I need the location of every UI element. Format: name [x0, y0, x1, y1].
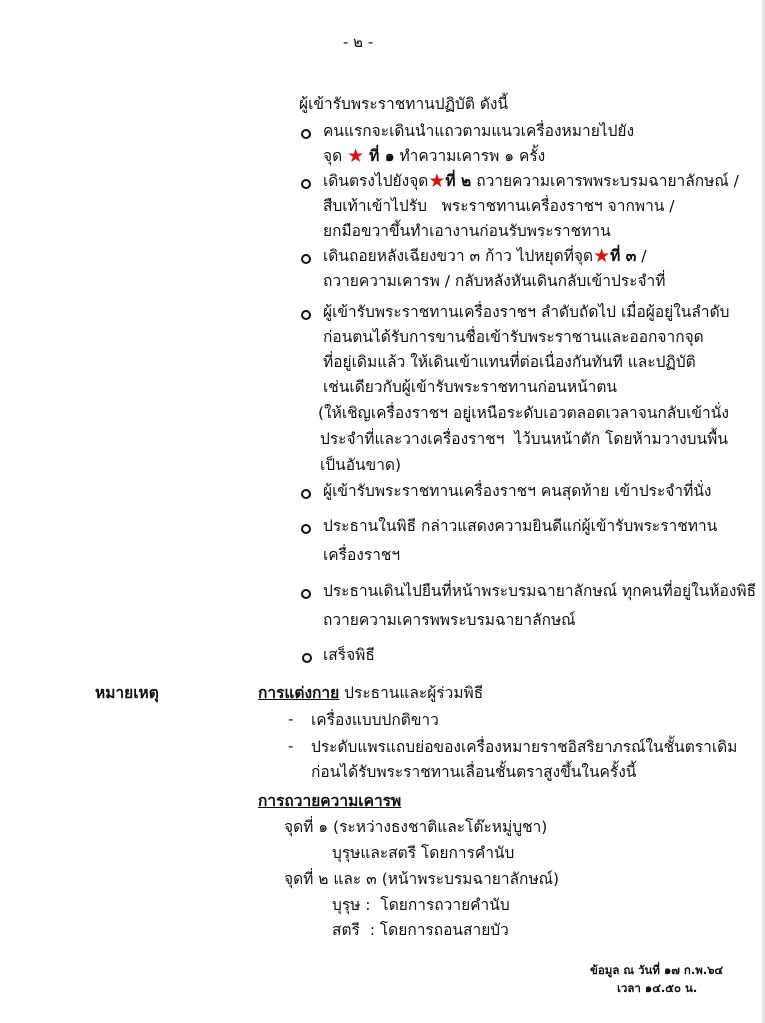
dash-marker: -: [288, 737, 294, 755]
step-2-line-2: สืบเท้าเข้าไปรับ พระราชทานเครื่องราชฯ จากพาน /: [323, 197, 675, 215]
step-4-line-3: ที่อยู่เดิมแล้ว ให้เดินเข้าแทนที่ต่อเนื่องกันทันที และปฏิบัติ: [323, 353, 696, 371]
dress-heading-line: [258, 683, 483, 703]
salute-point-1: จุดที่ ๑ (ระหว่างธงชาติและโต๊ะหมู่บูชา): [284, 818, 548, 836]
step-1-line-2: [323, 146, 545, 166]
dress-item-2: ประดับแพรแถบย่อของเครื่องหมายราชอิสริยาภรณ์ในชั้นตราเดิม: [311, 738, 738, 756]
step-2-text: เดินตรงไปยังจุด: [323, 172, 429, 190]
bullet-icon: [301, 524, 311, 534]
page-number: - ๒ -: [343, 33, 374, 51]
step-8-line-1: เสร็จพิธี: [323, 646, 375, 664]
star-icon: ★: [347, 145, 365, 167]
salute-women: สตรี : โดยการถอนสายบัว: [332, 921, 509, 939]
bullet-icon: [301, 489, 311, 499]
dash-marker: -: [288, 710, 294, 728]
bullet-icon: [301, 589, 311, 599]
step-3-text: เดินถอยหลังเฉียงขวา ๓ ก้าว ไปหยุดที่จุด: [323, 247, 594, 265]
step-6-line-2: เครื่องราชฯ: [323, 546, 401, 564]
step-2-text-post: ถวายความเคารพพระบรมฉายาลักษณ์ /: [476, 172, 739, 190]
step-2-line-3: ยกมือขวาขึ้นทำเอางานก่อนรับพระราชทาน: [323, 222, 611, 240]
dress-heading-rest: ประธานและผู้ร่วมพิธี: [344, 684, 484, 702]
dress-heading: การแต่งกาย: [258, 684, 340, 702]
remarks-label: หมายเหตุ: [95, 684, 159, 702]
step-3-point: ที่ ๓: [610, 247, 637, 265]
dress-item-1: เครื่องแบบปกติขาว: [311, 711, 439, 729]
footer-data-date: ข้อมูล ณ วันที่ ๑๗ ก.พ.๖๔: [590, 963, 724, 977]
bullet-icon: [301, 129, 311, 139]
salute-heading: การถวายความเคารพ: [258, 792, 402, 810]
step-1-point: ที่ ๑: [369, 147, 395, 165]
salute-point-2-3: จุดที่ ๒ และ ๓ (หน้าพระบรมฉายาลักษณ์): [284, 870, 560, 888]
star-icon: ★: [593, 245, 611, 267]
step-7-line-2: ถวายความเคารพพระบรมฉายาลักษณ์: [323, 611, 576, 629]
dress-item-2-cont: ก่อนได้รับพระราชทานเลื่อนชั้นตราสูงขึ้นในครั้งนี้: [311, 763, 637, 781]
step-4-note-1: (ให้เชิญเครื่องราชฯ อยู่เหนือระดับเอวตลอดเวลาจนกลับเข้านั่ง: [318, 404, 729, 422]
step-3-line-2: ถวายความเคารพ / กลับหลังหันเดินกลับเข้าประจำที่: [323, 272, 666, 290]
bullet-icon: [301, 310, 311, 320]
step-1-line-1: คนแรกจะเดินนำแถวตามแนวเครื่องหมายไปยัง: [323, 122, 635, 140]
step-2-line-1: [323, 171, 739, 191]
star-icon: ★: [428, 170, 446, 192]
bullet-icon: [301, 179, 311, 189]
step-6-line-1: ประธานในพิธี กล่าวแสดงความยินดีแก่ผู้เข้ารับพระราชทาน: [323, 517, 718, 535]
step-4-note-3: เป็นอันขาด): [320, 456, 402, 474]
bullet-icon: [302, 653, 312, 663]
step-4-line-4: เช่นเดียวกับผู้เข้ารับพระราชทานก่อนหน้าตน: [323, 378, 618, 396]
step-3-text-post: /: [641, 247, 647, 265]
bullet-icon: [301, 254, 311, 264]
step-7-line-1: ประธานเดินไปยืนที่หน้าพระบรมฉายาลักษณ์ ทุกคนที่อยู่ในห้องพิธี: [323, 582, 757, 600]
salute-point-1-detail: บุรุษและสตรี โดยการคำนับ: [332, 844, 515, 862]
salute-men: บุรุษ : โดยการถวายคำนับ: [332, 896, 510, 914]
step-3-line-1: [323, 246, 647, 266]
step-4-line-1: ผู้เข้ารับพระราชทานเครื่องราชฯ ลำดับถัดไป เมื่อผู้อยู่ในลำดับ: [323, 303, 730, 321]
step-1-text-post: ทำความเคารพ ๑ ครั้ง: [399, 147, 546, 165]
step-4-note-2: ประจำที่และวางเครื่องราชฯ ไว้บนหน้าตัก โดยห้ามวางบนพื้น: [320, 430, 728, 448]
step-4-line-2: ก่อนตนได้รับการขานชื่อเข้ารับพระราชานและออกจากจุด: [323, 328, 704, 346]
footer-time: เวลา ๑๔.๕๐ น.: [617, 981, 698, 995]
step-5-line-1: ผู้เข้ารับพระราชทานเครื่องราชฯ คนสุดท้าย เข้าประจำที่นั่ง: [323, 482, 712, 500]
intro-heading: ผู้เข้ารับพระราชทานปฏิบัติ ดังนี้: [299, 95, 509, 113]
step-2-point: ที่ ๒: [445, 172, 472, 190]
step-1-text: จุด: [323, 147, 343, 165]
